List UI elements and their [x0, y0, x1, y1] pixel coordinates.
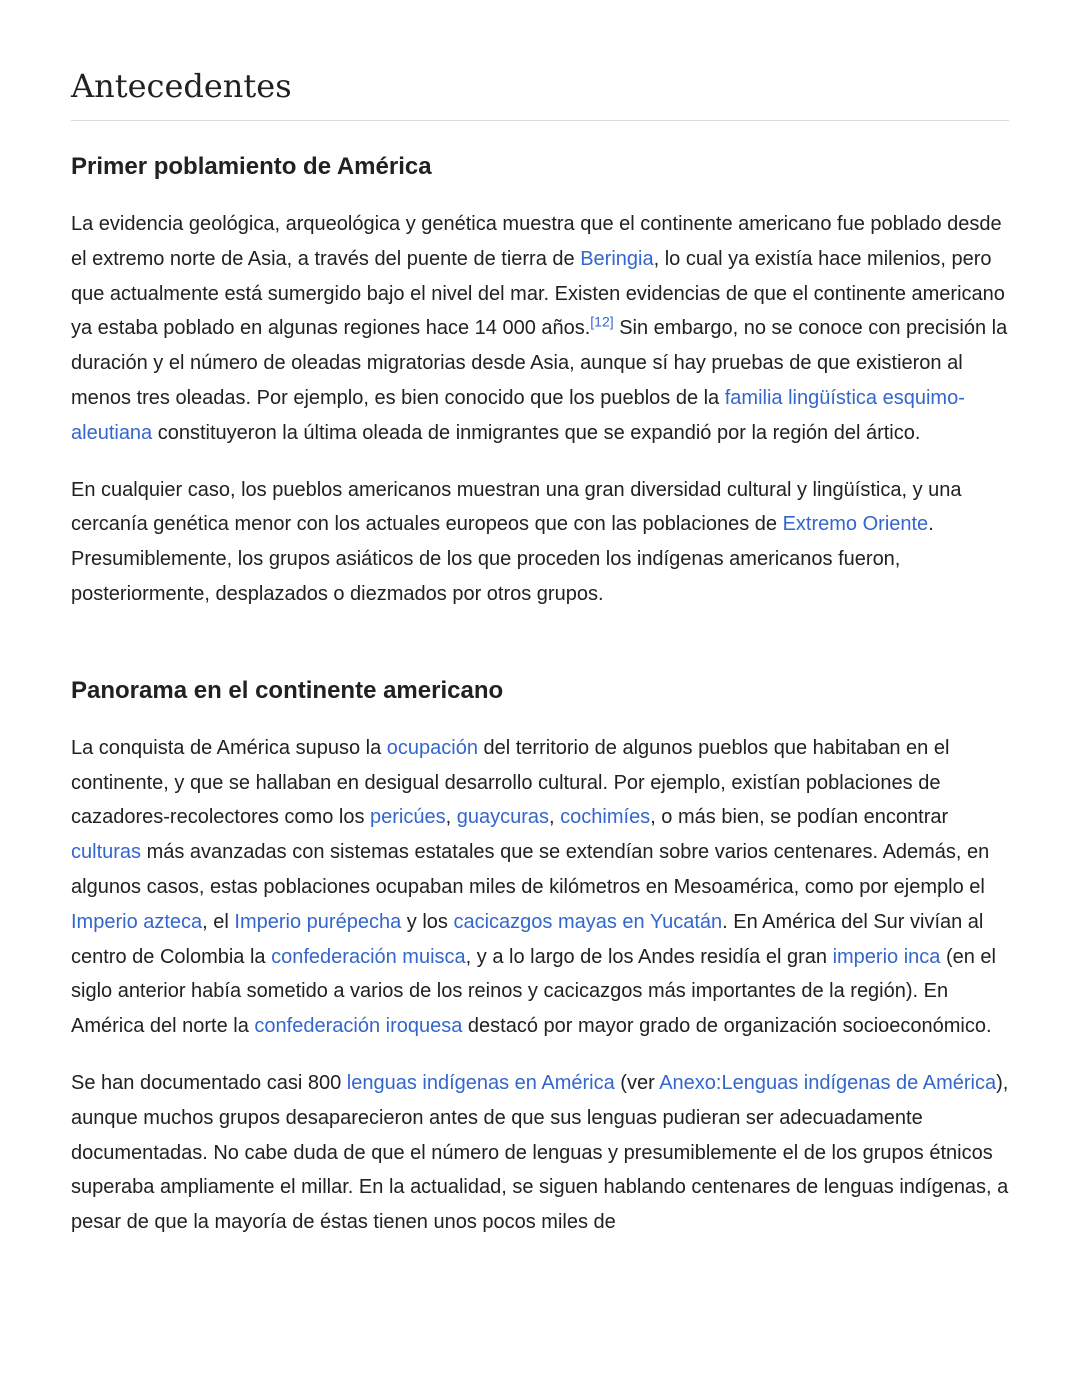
text: y los: [401, 910, 454, 933]
text: ), aunque muchos grupos desaparecieron antes de que sus lenguas pudieran ser adecuadamente documentadas. No cabe duda de que el número de lenguas y presumiblemente el de los grupos étnicos superaba ampliamente el millar. En la actualidad, se siguen hablando centenares de lenguas indígenas, a pesar de que la mayoría de éstas tienen unos pocos miles de: [71, 1071, 1009, 1234]
text: La evidencia geológica, arqueológica y genética muestra que el continente americano fue poblado desde el extremo norte de Asia, a través del puente de tierra de: [71, 213, 1002, 270]
paragraph-poblamiento-1: [71, 207, 1009, 451]
link-confederacion-iroquesa[interactable]: confederación iroquesa: [254, 1015, 463, 1038]
text: La conquista de América supuso la: [71, 736, 387, 759]
link-imperio-purepecha[interactable]: Imperio purépecha: [234, 910, 402, 933]
link-extremo-oriente[interactable]: Extremo Oriente: [782, 513, 929, 536]
link-lenguas-indigenas[interactable]: lenguas indígenas en América: [346, 1071, 615, 1094]
link-cochimies[interactable]: cochimíes: [560, 806, 651, 829]
text: , y a lo largo de los Andes residía el gran: [465, 945, 833, 968]
paragraph-poblamiento-2: [71, 473, 1009, 612]
text: , lo cual ya existía hace milenios, pero que actualmente está sumergido bajo el nivel del mar. Existen evidencias de que el continente americano ya estaba poblado en algunas regiones hace 14 000 años.: [71, 247, 1005, 340]
link-guaycuras[interactable]: guaycuras: [456, 806, 550, 829]
text: En cualquier caso, los pueblos americanos muestran una gran diversidad cultural y lingüística, y una cercanía genética menor con los actuales europeos que con las poblaciones de: [71, 478, 962, 536]
link-beringia[interactable]: Beringia: [580, 247, 654, 270]
link-pericues[interactable]: pericúes: [370, 806, 446, 829]
paragraph-panorama-1: [71, 731, 1009, 1044]
link-cacicazgos-mayas[interactable]: cacicazgos mayas en Yucatán: [453, 910, 723, 933]
subsection-heading-primer-poblamiento: Primer poblamiento de América: [71, 153, 432, 180]
text: (en el siglo anterior había sometido a varios de los reinos y cacicazgos más importantes de la región). En América del norte la: [71, 945, 996, 1038]
text: constituyeron la última oleada de inmigrantes que se expandió por la región del ártico.: [152, 421, 921, 444]
text: (ver: [614, 1071, 660, 1094]
text: Se han documentado casi 800: [71, 1071, 347, 1094]
reference-12[interactable]: [590, 314, 613, 330]
text: Sin embargo, no se conoce con precisión la duración y el número de oleadas migratorias desde Asia, aunque sí hay pruebas de que existieron al menos tres oleadas. Por ejemplo, es bien conocido que los pueblos de la: [71, 317, 1008, 409]
text: , el: [202, 910, 235, 933]
text: . En América del Sur vivían al centro de Colombia la: [71, 910, 984, 968]
link-anexo-lenguas[interactable]: Anexo:Lenguas indígenas de América: [659, 1071, 997, 1094]
paragraph-panorama-2: [71, 1066, 1009, 1240]
text: del territorio de algunos pueblos que habitaban en el continente, y que se hallaban en desigual desarrollo cultural. Por ejemplo, existían poblaciones de cazadores-recolectores como los: [71, 736, 950, 829]
link-confederacion-muisca[interactable]: confederación muisca: [271, 945, 466, 968]
link-ocupacion[interactable]: ocupación: [386, 736, 478, 759]
link-imperio-inca[interactable]: imperio inca: [832, 945, 941, 968]
text: ,: [445, 806, 457, 829]
text: . Presumiblemente, los grupos asiáticos de los que proceden los indígenas americanos fueron, posteriormente, desplazados o diezmados por otros grupos.: [71, 513, 934, 605]
link-familia-linguistica[interactable]: familia lingüística esquimo-aleutiana: [71, 386, 965, 444]
subsection-heading-panorama: Panorama en el continente americano: [71, 676, 504, 704]
link-culturas[interactable]: culturas: [71, 841, 142, 864]
reference-12-link[interactable]: [12]: [590, 313, 614, 330]
link-imperio-azteca[interactable]: Imperio azteca: [71, 910, 203, 933]
section-heading-antecedentes: Antecedentes: [71, 0, 1009, 121]
text: más avanzadas con sistemas estatales que se extendían sobre varios centenares. Además, en algunos casos, estas poblaciones ocupaban miles de kilómetros en Mesoamérica, como por ejemplo el: [71, 841, 990, 898]
text: destacó por mayor grado de organización socioeconómico.: [462, 1015, 992, 1038]
text: ,: [549, 806, 561, 829]
text: , o más bien, se podían encontrar: [650, 806, 949, 829]
